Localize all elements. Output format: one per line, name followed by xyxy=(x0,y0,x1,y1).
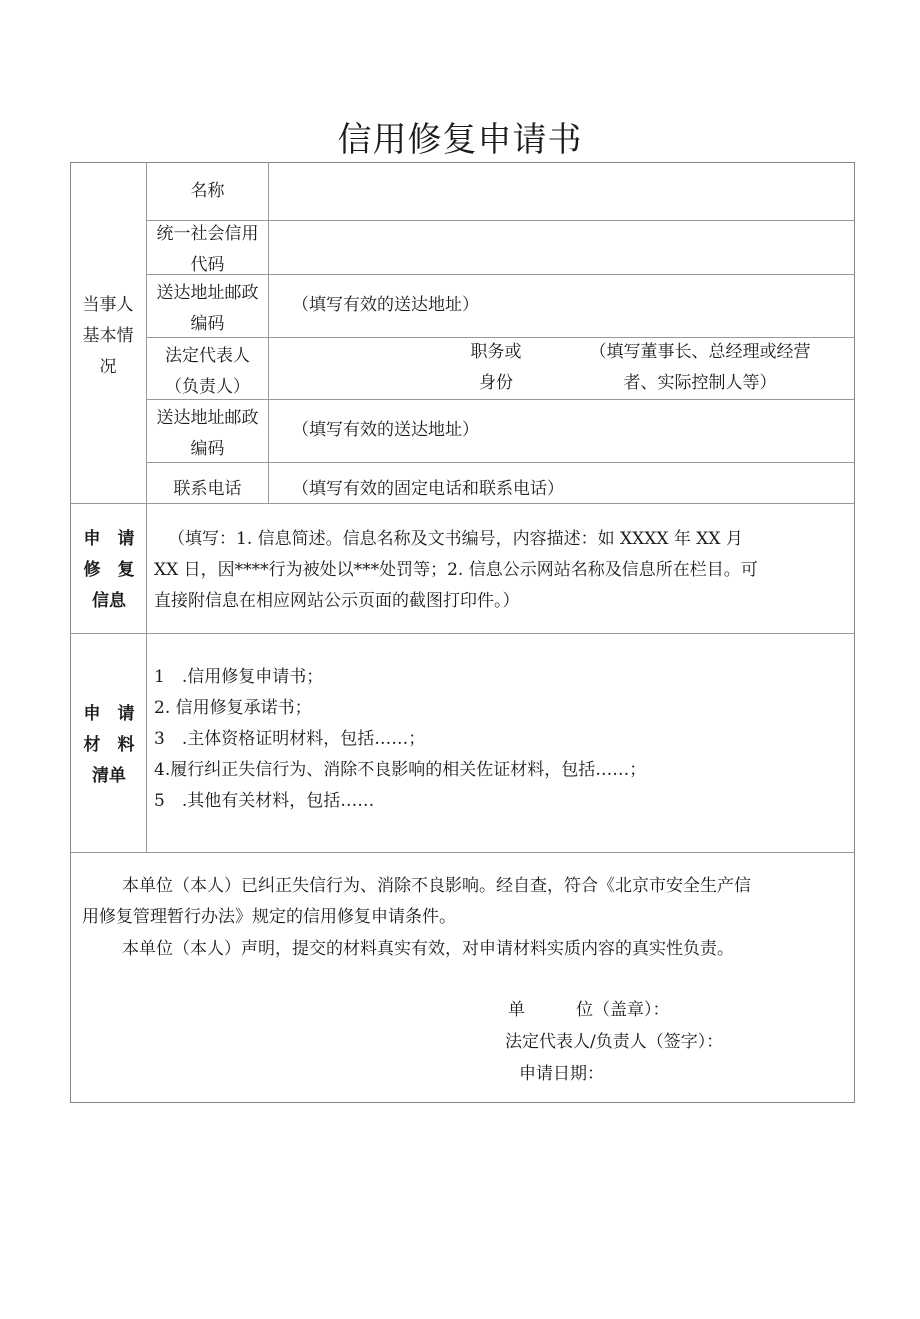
list-item: 1 .信用修复申请书； xyxy=(154,667,324,687)
declaration-paragraph-2: 本单位（本人）声明，提交的材料真实有效，对申请材料实质内容的真实性负责。 xyxy=(122,939,734,959)
field-label-address-postcode-2: 送达地址邮政 编码 xyxy=(156,408,259,459)
list-item: 2. 信用修复承诺书； xyxy=(154,698,312,718)
declaration-paragraph-1: 本单位（本人）已纠正失信行为、消除不良影响。经自查，符合《北京市安全生产信 用修复管理暂行办法》规定的信用修复申请条件。 xyxy=(82,876,751,927)
field-label-credit-code: 统一社会信用 代码 xyxy=(156,224,259,275)
list-item: 3 .主体资格证明材料，包括……； xyxy=(154,729,426,749)
signature-unit[interactable]: 单 位（盖章）： xyxy=(508,1000,670,1020)
page-title: 信用修复申请书 xyxy=(337,120,583,160)
field-label-phone: 联系电话 xyxy=(173,479,242,499)
grid-line xyxy=(70,633,855,634)
field-label-legal-representative: 法定代表人 （负责人） xyxy=(165,346,250,397)
repair-info-label: 申 请 修 复 信息 xyxy=(83,529,135,611)
list-item: 5 .其他有关材料，包括…… xyxy=(154,791,375,811)
field-label-position: 职务或 身份 xyxy=(470,342,522,393)
signature-date[interactable]: 申请日期： xyxy=(519,1064,604,1084)
field-value-address-postcode[interactable]: （填写有效的送达地址） xyxy=(292,295,479,315)
repair-info-content[interactable]: （填写：1. 信息简述。信息名称及文书编号，内容描述：如 XXXX 年 XX 月 XX 日，因****行为被处以***处罚等；2. 信息公示网站名称及信息所在栏目。可 直接附信息在相应网站公示页面的截图打印件。） xyxy=(154,529,758,611)
field-value-phone[interactable]: （填写有效的固定电话和联系电话） xyxy=(292,479,564,499)
grid-line xyxy=(146,633,147,852)
field-label-name: 名称 xyxy=(190,181,225,201)
party-section-label: 当事人 基本情 况 xyxy=(82,295,134,377)
field-value-address-postcode-2[interactable]: （填写有效的送达地址） xyxy=(292,420,479,440)
signature-legal-rep[interactable]: 法定代表人/负责人（签字）： xyxy=(505,1032,724,1052)
materials-list xyxy=(154,662,646,817)
field-value-position[interactable]: （填写董事长、总经理或经营 者、实际控制人等） xyxy=(589,342,811,393)
field-label-address-postcode: 送达地址邮政 编码 xyxy=(156,283,259,334)
grid-line xyxy=(268,162,269,503)
list-item: 4.履行纠正失信行为、消除不良影响的相关佐证材料，包括……； xyxy=(154,760,647,780)
materials-label: 申 请 材 料 清单 xyxy=(83,704,135,786)
grid-line xyxy=(70,852,855,853)
